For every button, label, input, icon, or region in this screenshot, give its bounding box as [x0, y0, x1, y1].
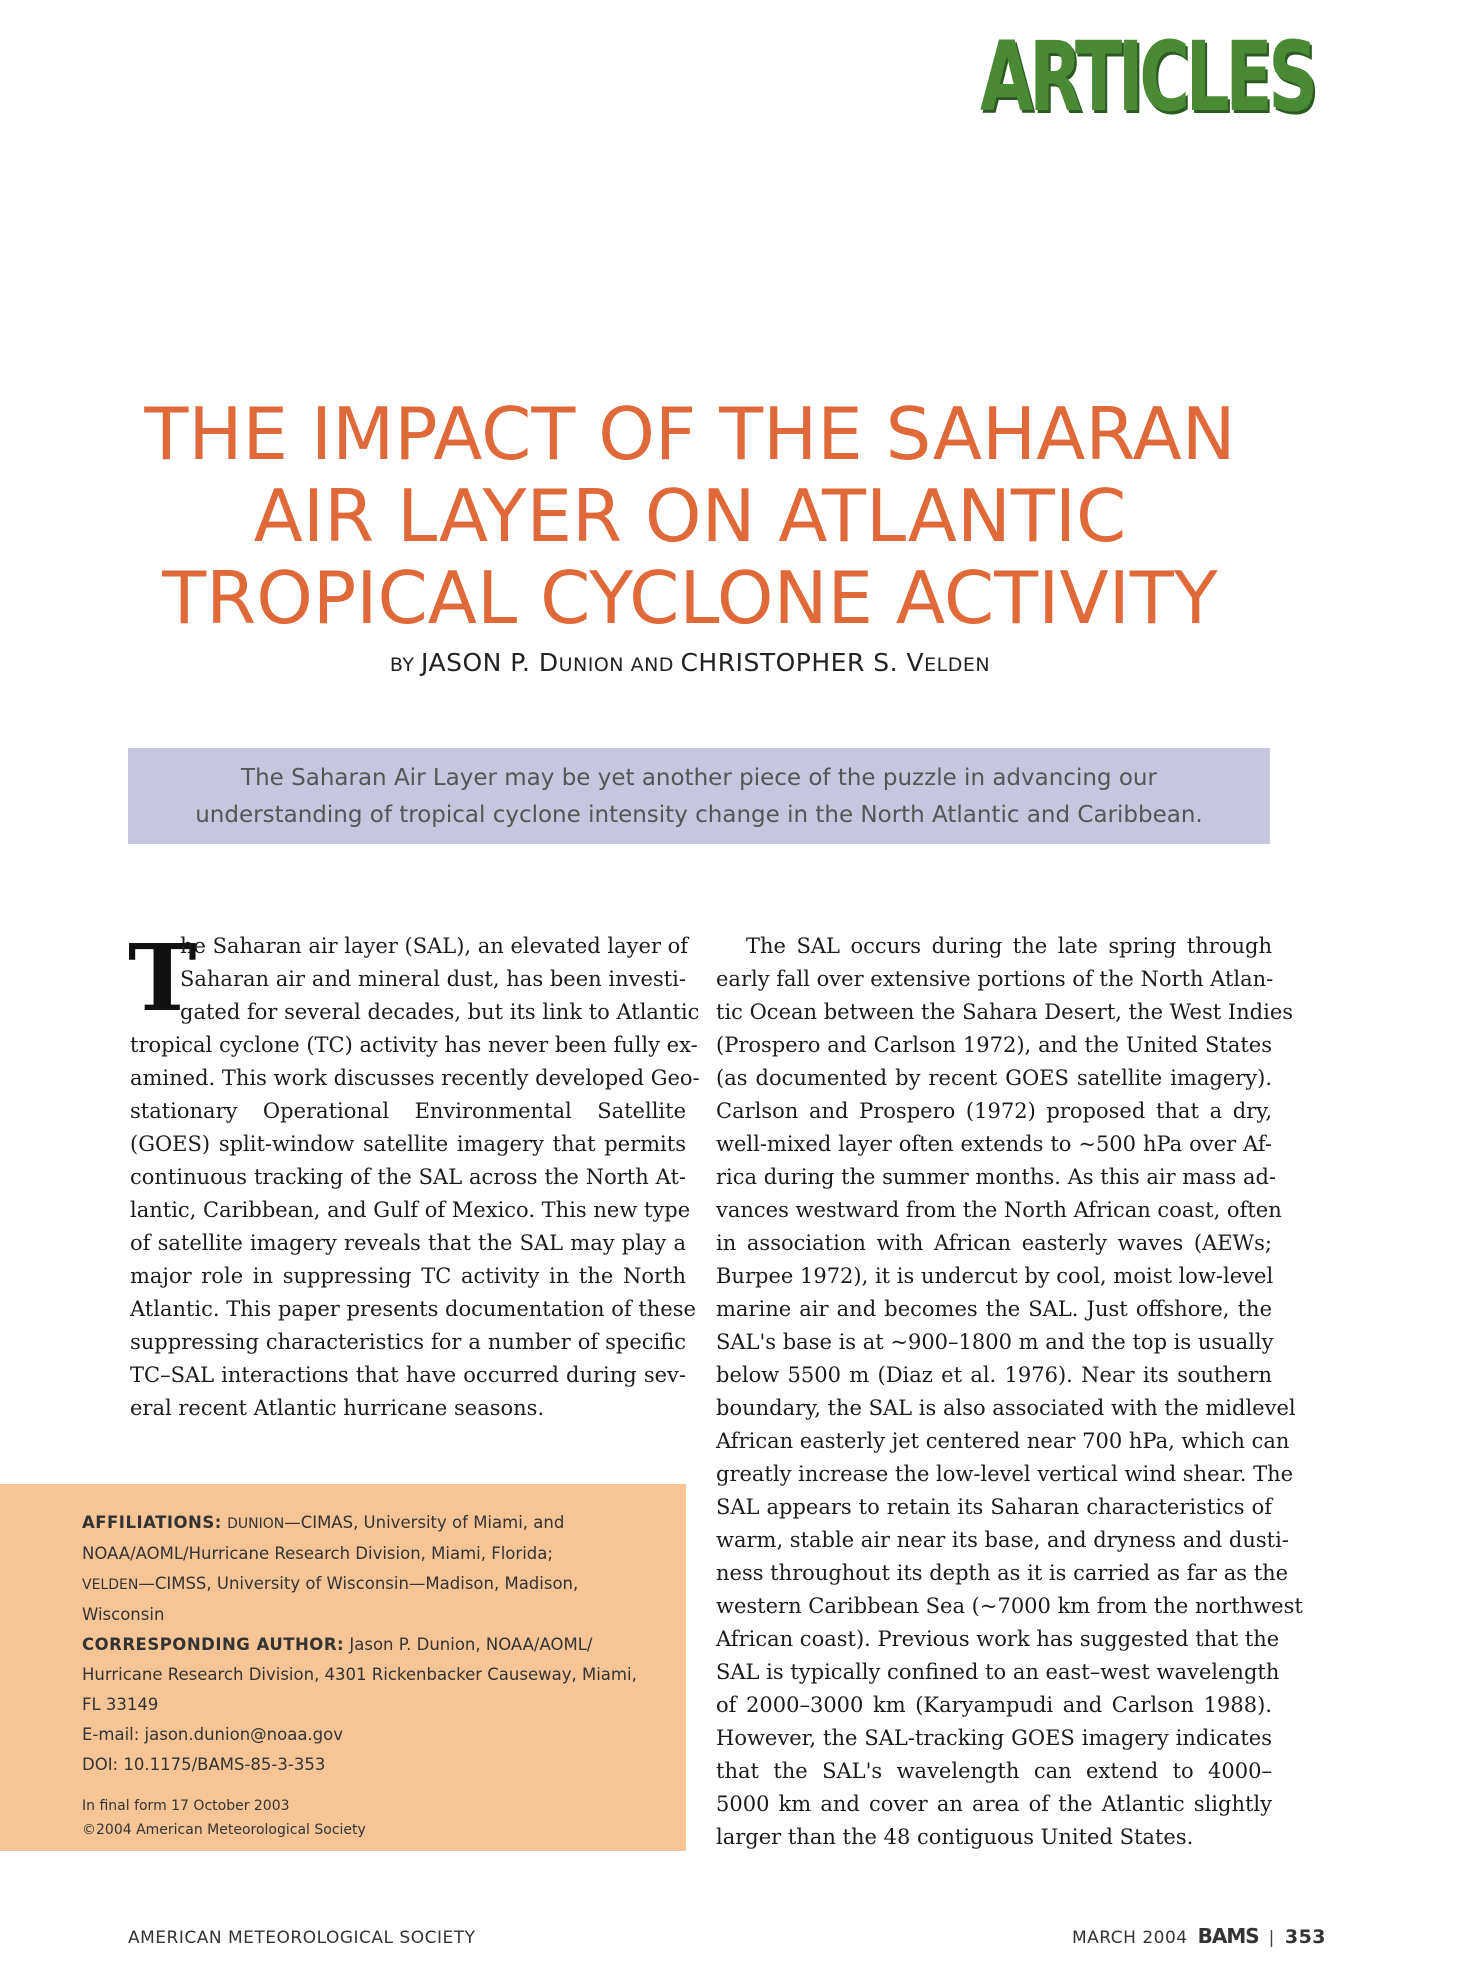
text-line: Carlson and Prospero (1972) proposed that a dry, [716, 1099, 1272, 1123]
text-line: major role in suppressing TC activity in the North [130, 1264, 686, 1288]
affil-row-3 [82, 1569, 662, 1600]
text-line: tropical cyclone (TC) activity has never been fully ex- [130, 1033, 698, 1057]
affil-text: —CIMSS, University of Wisconsin—Madison, Madison, [138, 1574, 579, 1593]
text-line: warm, stable air near its base, and dryness and dusti- [716, 1528, 1289, 1552]
footer-society: AMERICAN METEOROLOGICAL SOCIETY [128, 1928, 476, 1948]
text-line: SAL is typically confined to an east–west wavelength [716, 1660, 1280, 1684]
page-number: 353 [1284, 1926, 1327, 1948]
text-line: stationary Operational Environmental Satellite [130, 1099, 686, 1123]
text-line: ness throughout its depth as it is carried as far as the [716, 1561, 1289, 1585]
deck-summary [128, 748, 1270, 844]
text-line: TC–SAL interactions that have occurred during sev- [130, 1363, 686, 1387]
author-2-initial: V [906, 648, 925, 677]
affil-row-2: NOAA/AOML/Hurricane Research Division, Miami, Florida; [82, 1544, 553, 1563]
footer-separator: | [1268, 1928, 1275, 1948]
text-line: well-mixed layer often extends to ~500 hPa over Af- [716, 1132, 1272, 1156]
text-line: eral recent Atlantic hurricane seasons. [130, 1396, 545, 1420]
author-1-first: JASON P. [421, 648, 539, 677]
text-line: (as documented by recent GOES satellite imagery). [716, 1066, 1272, 1090]
text-line: of satellite imagery reveals that the SAL may play a [130, 1231, 686, 1255]
title-line-2: AIR LAYER ON ATLANTIC [253, 474, 1127, 559]
author-1-rest: UNION [558, 654, 625, 676]
text-line: suppressing characteristics for a number of specific [130, 1330, 686, 1354]
text-line: amined. This work discusses recently developed Geo- [130, 1066, 700, 1090]
text-line: boundary, the SAL is also associated with the midlevel [716, 1396, 1296, 1420]
corr-row-2: Hurricane Research Division, 4301 Rickenbacker Causeway, Miami, [82, 1665, 637, 1684]
corr-row-1 [82, 1630, 662, 1660]
byline [0, 648, 1380, 677]
text-line: in association with African easterly waves (AEWs; [716, 1231, 1272, 1255]
section-label: ARTICLES [980, 21, 1314, 133]
affil-name-velden: VELDEN [82, 1577, 139, 1593]
text-line: lantic, Caribbean, and Gulf of Mexico. This new type [130, 1198, 691, 1222]
text-line: early fall over extensive portions of the North Atlan- [716, 967, 1274, 991]
text-line: continuous tracking of the SAL across the North At- [130, 1165, 686, 1189]
affil-name-dunion: DUNION [227, 1516, 285, 1532]
text-line: western Caribbean Sea (~7000 km from the northwest [716, 1594, 1303, 1618]
text-line: greatly increase the low-level vertical wind shear. The [716, 1462, 1294, 1486]
text-line: he Saharan air layer (SAL), an elevated layer of [180, 934, 689, 958]
deck-line-2: understanding of tropical cyclone intensity change in the North Atlantic and Caribbean. [195, 802, 1203, 828]
left-column-abstract [128, 924, 700, 1425]
copyright-note: ©2004 American Meteorological Society [82, 1822, 366, 1838]
text-line: of 2000–3000 km (Karyampudi and Carlson 1988). [716, 1693, 1272, 1717]
text-line: rica during the summer months. As this air mass ad- [716, 1165, 1277, 1189]
text-line: Saharan air and mineral dust, has been investi- [180, 967, 686, 991]
article-title [100, 393, 1280, 639]
affiliations-label: AFFILIATIONS: [82, 1513, 222, 1532]
text-line: tic Ocean between the Sahara Desert, the West Indies [716, 1000, 1294, 1024]
corr-text: Jason P. Dunion, NOAA/AOML/ [344, 1635, 593, 1654]
footer-right [1072, 1924, 1326, 1948]
byline-by: BY [389, 654, 415, 676]
text-line: (GOES) split-window satellite imagery that permits [130, 1132, 686, 1156]
text-line: African easterly jet centered near 700 hPa, which can [716, 1429, 1290, 1453]
text-line: vances westward from the North African coast, often [716, 1198, 1282, 1222]
author-2-rest: ELDEN [924, 654, 991, 676]
author-1-initial: D [538, 648, 559, 677]
text-line: marine air and becomes the SAL. Just offshore, the [716, 1297, 1272, 1321]
title-line-3: TROPICAL CYCLONE ACTIVITY [162, 556, 1218, 641]
text-line: SAL's base is at ~900–1800 m and the top is usually [716, 1330, 1274, 1354]
affiliations-box [0, 1484, 686, 1851]
footer-date: MARCH 2004 [1072, 1928, 1188, 1948]
affil-row-1 [82, 1508, 662, 1539]
text-line: The SAL occurs during the late spring through [746, 934, 1272, 958]
email-link[interactable]: E-mail: jason.dunion@noaa.gov [82, 1725, 344, 1744]
journal-logo: BAMS [1197, 1924, 1259, 1948]
text-line: below 5500 m (Diaz et al. 1976). Near its southern [716, 1363, 1272, 1387]
text-line: However, the SAL-tracking GOES imagery indicates [716, 1726, 1272, 1750]
text-line: (Prospero and Carlson 1972), and the United States [716, 1033, 1272, 1057]
byline-and: AND [630, 654, 674, 676]
final-form-note: In final form 17 October 2003 [82, 1798, 290, 1814]
affil-row-4: Wisconsin [82, 1605, 165, 1624]
text-line: 5000 km and cover an area of the Atlantic slightly [716, 1792, 1272, 1816]
corr-row-3: FL 33149 [82, 1695, 159, 1714]
affil-text: —CIMAS, University of Miami, and [284, 1513, 565, 1532]
title-line-1: THE IMPACT OF THE SAHARAN [144, 392, 1236, 477]
text-line: larger than the 48 contiguous United States. [716, 1825, 1194, 1849]
dropcap: T [128, 924, 197, 1032]
deck-line-1: The Saharan Air Layer may be yet another piece of the puzzle in advancing our [241, 765, 1157, 791]
text-line: Atlantic. This paper presents documentation of these [130, 1297, 696, 1321]
right-column-body [716, 930, 1303, 1854]
author-2-first: CHRISTOPHER S. [680, 648, 907, 677]
text-line: that the SAL's wavelength can extend to 4000– [716, 1759, 1272, 1783]
corresponding-author-label: CORRESPONDING AUTHOR: [82, 1635, 345, 1654]
text-line: SAL appears to retain its Saharan characteristics of [716, 1495, 1272, 1519]
doi-link[interactable]: DOI: 10.1175/BAMS-85-3-353 [82, 1755, 326, 1774]
text-line: African coast). Previous work has suggested that the [716, 1627, 1280, 1651]
text-line: Burpee 1972), it is undercut by cool, moist low-level [716, 1264, 1274, 1288]
text-line: gated for several decades, but its link to Atlantic [180, 1000, 700, 1024]
